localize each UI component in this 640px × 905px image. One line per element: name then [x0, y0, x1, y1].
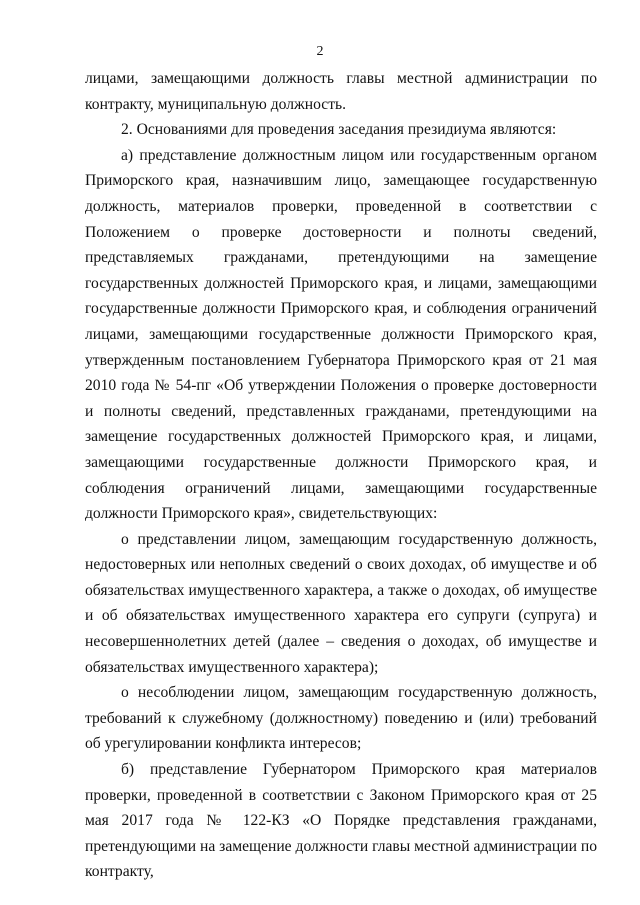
paragraph-subitem-noncompliance: о несоблюдении лицом, замещающим государственную должность, требований к служебному (должностному) поведению и (или) требований об урегулировании конфликта интересов; [85, 684, 597, 753]
paragraph-subitem-unreliable-info: о представлении лицом, замещающим государственную должность, недостоверных или неполных сведений о своих доходах, об имуществе и об обязательствах имущественного характера, а также о доходах, об имуществе и об обязательствах имущественного характера его супруги (супруга) и несовершеннолетних детей (далее – сведения о доходах, об имуществе и обязательствах имущественного характера); [85, 530, 597, 676]
paragraph-continuation: лицами, замещающими должность главы местной администрации по контракту, муниципальную должность. [85, 70, 597, 113]
paragraph-item-a: а) представление должностным лицом или государственным органом Приморского края, назначившим лицо, замещающее государственную должность, материалов проверки, проведенной в соответствии с Положением о проверке достоверности и полноты сведений, представляемых гражданами, претендующими на замещение государственных должностей Приморского края, и лицами, замещающими государственные должности Приморского края, и соблюдения ограничений лицами, замещающими государственные должности Приморского края, утвержденным постановлением Губернатора Приморского края от 21 мая 2010 года № 54-пг «Об утверждении Положения о проверке достоверности и полноты сведений, представленных гражданами, претендующими на замещение государственных должностей Приморского края, и лицами, замещающими государственные должности Приморского края, и соблюдения ограничений лицами, замещающими государственные должности Приморского края», свидетельствующих: [85, 146, 597, 523]
page-number: 2 [316, 44, 324, 59]
paragraph-item-b: б) представление Губернатором Приморского края материалов проверки, проведенной в соответствии с Законом Приморского края от 25 мая 2017 года № 122-КЗ «О Порядке представления гражданами, претендующими на замещение должности главы местной администрации по контракту, [85, 761, 597, 881]
document-body [85, 66, 597, 885]
paragraph-grounds-heading: 2. Основаниями для проведения заседания президиума являются: [121, 121, 557, 139]
